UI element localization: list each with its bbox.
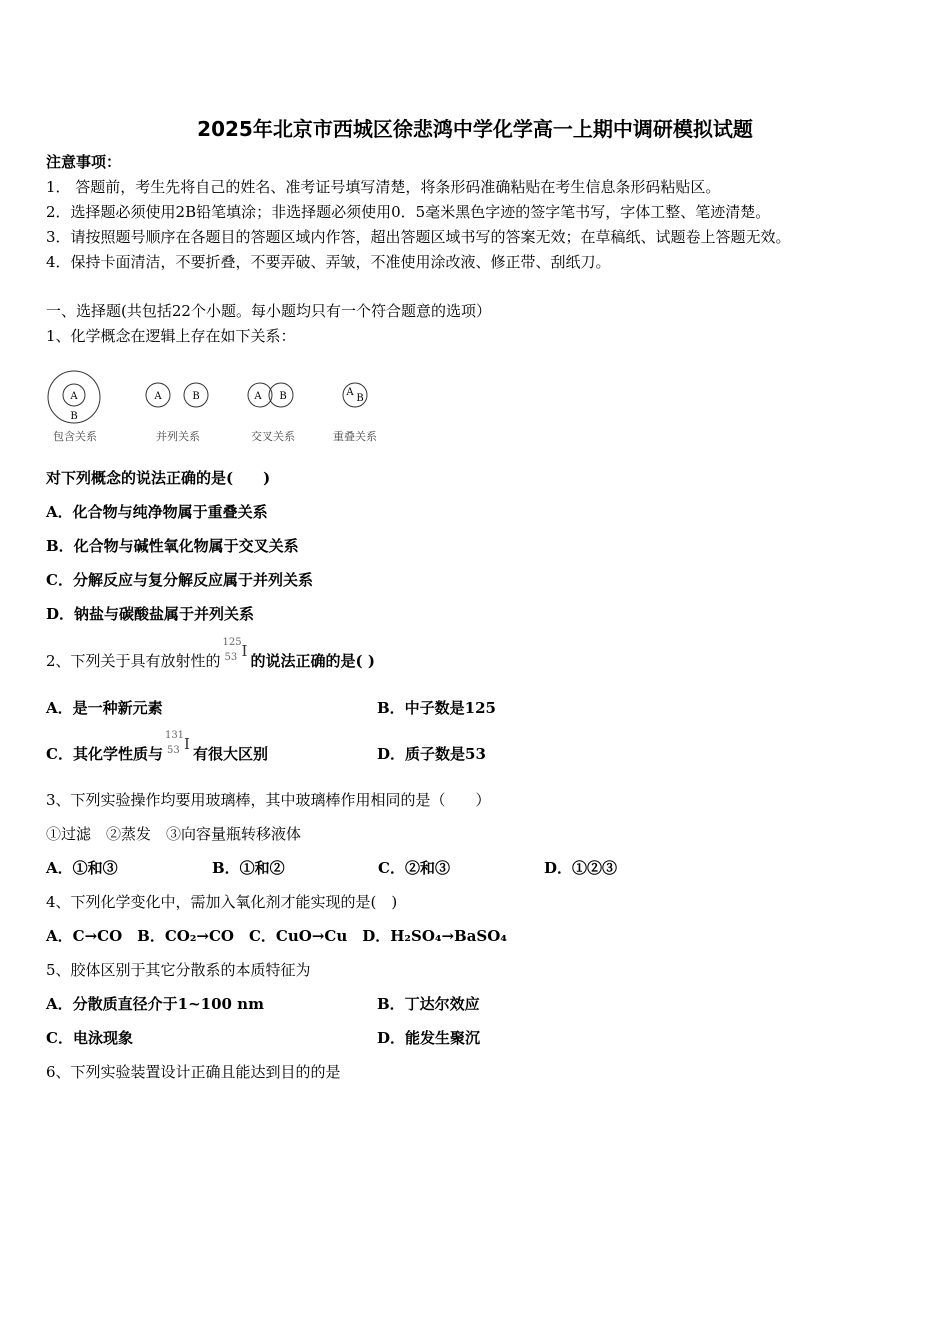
q4-options: A．C→CO B．CO₂→CO C．CuO→Cu D．H₂SO₄→BaSO₄ — [46, 927, 507, 945]
q5-stem: 5、胶体区别于其它分散系的本质特征为 — [46, 961, 311, 979]
q3-option-b: B．①和② — [212, 859, 285, 877]
relation-diagram — [40, 364, 400, 448]
relation-label: 并列关系 — [156, 430, 200, 443]
notice-heading: 注意事项： — [46, 153, 122, 171]
circle-label-a: A — [154, 391, 162, 402]
relation-label: 包含关系 — [53, 430, 97, 443]
q2-option-c-text: C．其化学性质与 — [46, 745, 163, 763]
q1-question: 对下列概念的说法正确的是( ) — [46, 469, 271, 487]
page-title: 2025年北京市西城区徐悲鸿中学化学高一上期中调研模拟试题 — [197, 117, 753, 141]
q4-stem: 4、下列化学变化中，需加入氧化剂才能实现的是( ) — [46, 893, 398, 911]
q2-stem-text: 的说法正确的是( ) — [250, 652, 375, 670]
q1-option-b: B．化合物与碱性氧化物属于交叉关系 — [46, 537, 299, 555]
circle-label-b: B — [70, 411, 78, 422]
q3-stem: 3、下列实验操作均要用玻璃棒，其中玻璃棒作用相同的是（ ） — [46, 791, 491, 809]
q2-option-a: A．是一种新元素 — [46, 699, 163, 717]
section-heading: 一、选择题(共包括22个小题。每小题均只有一个符合题意的选项） — [46, 302, 491, 320]
q1-option-a: A．化合物与纯净物属于重叠关系 — [46, 503, 268, 521]
iodine-125-nuclide: 125 53 I — [222, 637, 248, 663]
q3-option-a: A．①和③ — [46, 859, 118, 877]
q1-stem: 1、化学概念在逻辑上存在如下关系： — [46, 327, 296, 345]
q3-options — [46, 858, 710, 878]
q2-option-c — [46, 730, 268, 764]
q5-option-c: C．电泳现象 — [46, 1029, 133, 1047]
q2-stem-text: 2、下列关于具有放射性的 — [46, 652, 221, 670]
notice-item: 1． 答题前，考生先将自己的姓名、准考证号填写清楚，将条形码准确粘贴在考生信息条形码粘贴区。 — [46, 178, 721, 196]
q1-option-c: C．分解反应与复分解反应属于并列关系 — [46, 571, 313, 589]
q3-option-d: D．①②③ — [544, 859, 618, 877]
q2-option-b: B．中子数是125 — [377, 699, 496, 717]
notice-item: 4．保持卡面清洁，不要折叠，不要弄破、弄皱，不准使用涂改液、修正带、刮纸刀。 — [46, 253, 611, 271]
circle-label-b: B — [192, 391, 200, 402]
q5-option-d: D．能发生聚沉 — [377, 1029, 481, 1047]
circle-label-a: A — [70, 391, 78, 402]
q1-option-d: D．钠盐与碳酸盐属于并列关系 — [46, 605, 255, 623]
iodine-131-nuclide: 131 53 I — [164, 730, 190, 756]
notice-item: 3．请按照题号顺序在各题目的答题区域内作答，超出答题区域书写的答案无效；在草稿纸、试题卷上答题无效。 — [46, 228, 791, 246]
q2-option-d: D．质子数是53 — [377, 745, 486, 763]
q6-stem: 6、下列实验装置设计正确且能达到目的的是 — [46, 1063, 341, 1081]
relation-label: 重叠关系 — [333, 430, 377, 443]
notice-item: 2．选择题必须使用2B铅笔填涂；非选择题必须使用0．5毫米黑色字迹的签字笔书写，字体工整、笔迹清楚。 — [46, 203, 771, 221]
q5-option-b: B．丁达尔效应 — [377, 995, 480, 1013]
q3-items: ①过滤 ②蒸发 ③向容量瓶转移液体 — [46, 825, 302, 843]
circle-label-a: A — [346, 387, 354, 398]
q3-option-c: C．②和③ — [378, 859, 450, 877]
circle-label-b: B — [356, 393, 364, 404]
q2-stem — [46, 637, 375, 671]
circle-label-a: A — [254, 391, 262, 402]
q5-option-a: A．分散质直径介于1~100 nm — [46, 995, 264, 1013]
relation-label: 交叉关系 — [251, 430, 295, 443]
q2-option-c-text: 有很大区别 — [192, 745, 268, 763]
circle-label-b: B — [279, 391, 287, 402]
